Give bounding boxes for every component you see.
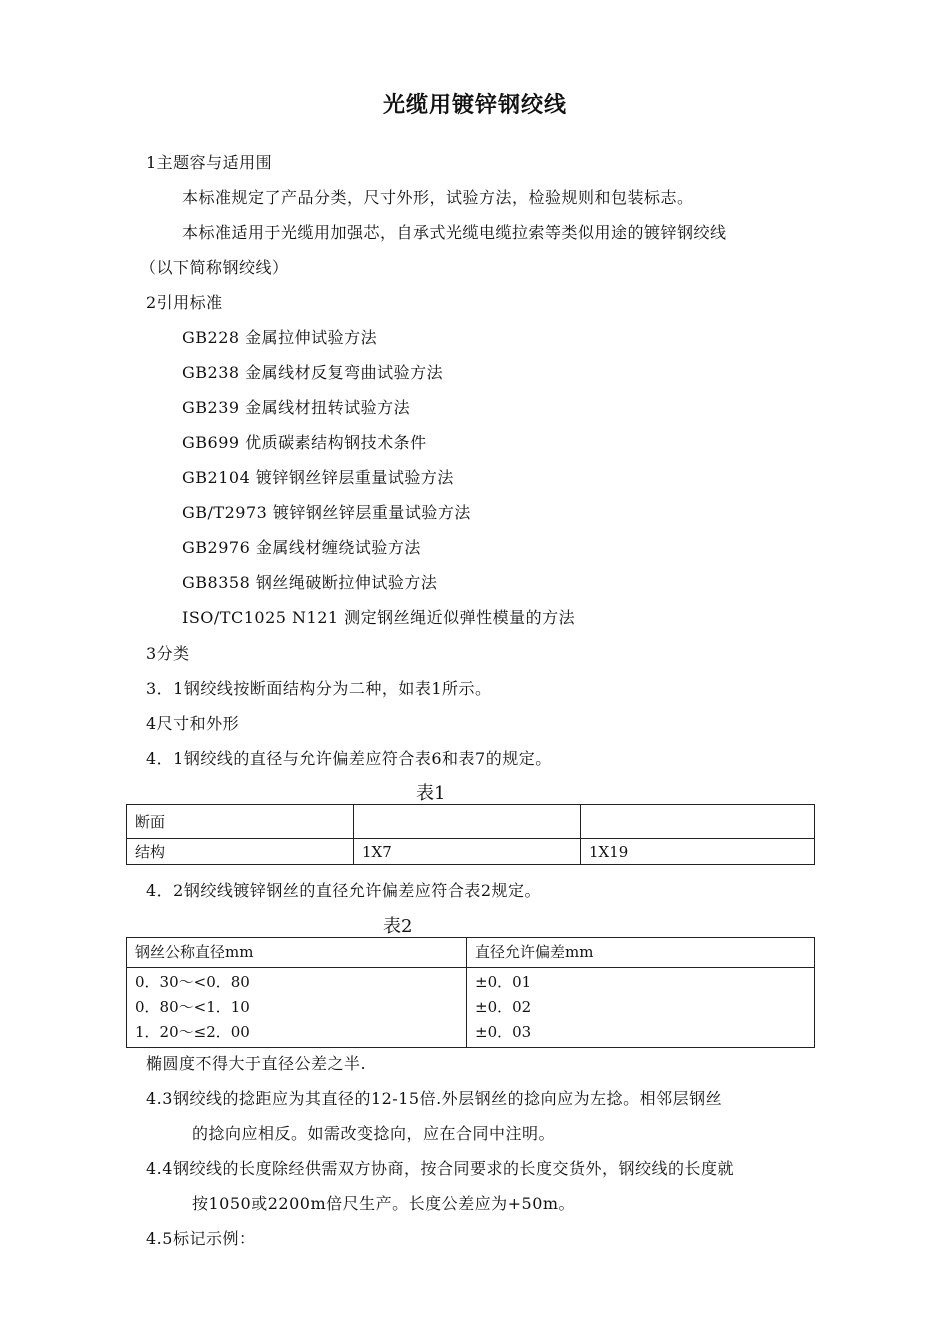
table-cell: 1X19 <box>581 839 815 865</box>
table-header: 钢丝公称直径mm <box>127 938 467 968</box>
table-2 <box>126 937 815 1048</box>
clause-4-1: 4．1钢绞线的直径与允许偏差应符合表6和表7的规定。 <box>146 749 552 768</box>
section-1-paragraph-1: 本标准规定了产品分类，尺寸外形，试验方法，检验规则和包装标志。 <box>182 188 694 207</box>
reference-item: GB8358 钢丝绳破断拉伸试验方法 <box>182 573 438 592</box>
clause-3-1: 3．1钢绞线按断面结构分为二种，如表1所示。 <box>146 679 492 698</box>
reference-item: GB/T2973 镀锌钢丝锌层重量试验方法 <box>182 503 471 522</box>
section-1-heading: 1主题容与适用围 <box>146 153 273 172</box>
reference-item: GB228 金属拉伸试验方法 <box>182 328 378 347</box>
table-cell <box>581 805 815 839</box>
clause-4-2: 4．2钢绞线镀锌钢丝的直径允许偏差应符合表2规定。 <box>146 881 542 900</box>
section-1-paragraph-2: 本标准适用于光缆用加强芯，自承式光缆电缆拉索等类似用途的镀锌钢绞线 <box>182 223 727 242</box>
document-title: 光缆用镀锌钢绞线 <box>382 93 567 118</box>
reference-item: GB699 优质碳素结构钢技术条件 <box>182 433 427 452</box>
table-1-caption: 表1 <box>416 783 446 804</box>
table-cell: 结构 <box>127 839 354 865</box>
table-cell-tolerances <box>467 968 815 1048</box>
tolerance-value: ±0．02 <box>475 998 532 1016</box>
diameter-range: 0．80～<1．10 <box>135 998 250 1016</box>
table-cell <box>354 805 581 839</box>
table-1 <box>126 804 815 865</box>
reference-item: ISO/TC1025 N121 测定钢丝绳近似弹性模量的方法 <box>182 608 576 627</box>
diameter-range: 0．30～<0．80 <box>135 973 250 991</box>
clause-4-5: 4.5标记示例： <box>146 1229 256 1248</box>
clause-4-4: 4.4钢绞线的长度除经供需双方协商，按合同要求的长度交货外，钢绞线的长度就 <box>146 1159 734 1178</box>
clause-4-3: 4.3钢绞线的捻距应为其直径的12-15倍.外层钢丝的捻向应为左捻。相邻层钢丝 <box>146 1089 723 1108</box>
section-4-heading: 4尺寸和外形 <box>146 714 240 733</box>
section-2-heading: 2引用标准 <box>146 293 223 312</box>
reference-item: GB238 金属线材反复弯曲试验方法 <box>182 363 444 382</box>
reference-item: GB2104 镀锌钢丝锌层重量试验方法 <box>182 468 454 487</box>
section-1-paragraph-2-cont: （以下简称钢绞线） <box>140 258 289 277</box>
tolerance-value: ±0．01 <box>475 973 532 991</box>
table-cell-diameter-ranges <box>127 968 467 1048</box>
ovality-note: 椭圆度不得大于直径公差之半. <box>146 1054 367 1073</box>
table-header: 直径允许偏差mm <box>467 938 815 968</box>
clause-4-4-cont: 按1050或2200m倍尺生产。长度公差应为+50m。 <box>192 1194 576 1213</box>
reference-item: GB2976 金属线材缠绕试验方法 <box>182 538 421 557</box>
reference-item: GB239 金属线材扭转试验方法 <box>182 398 411 417</box>
table-2-caption: 表2 <box>383 916 413 937</box>
tolerance-value: ±0．03 <box>475 1023 532 1041</box>
table-cell: 1X7 <box>354 839 581 865</box>
table-cell: 断面 <box>127 805 354 839</box>
clause-4-3-cont: 的捻向应相反。如需改变捻向，应在合同中注明。 <box>192 1124 556 1143</box>
diameter-range: 1．20～≤2．00 <box>135 1023 250 1041</box>
section-3-heading: 3分类 <box>146 644 190 663</box>
